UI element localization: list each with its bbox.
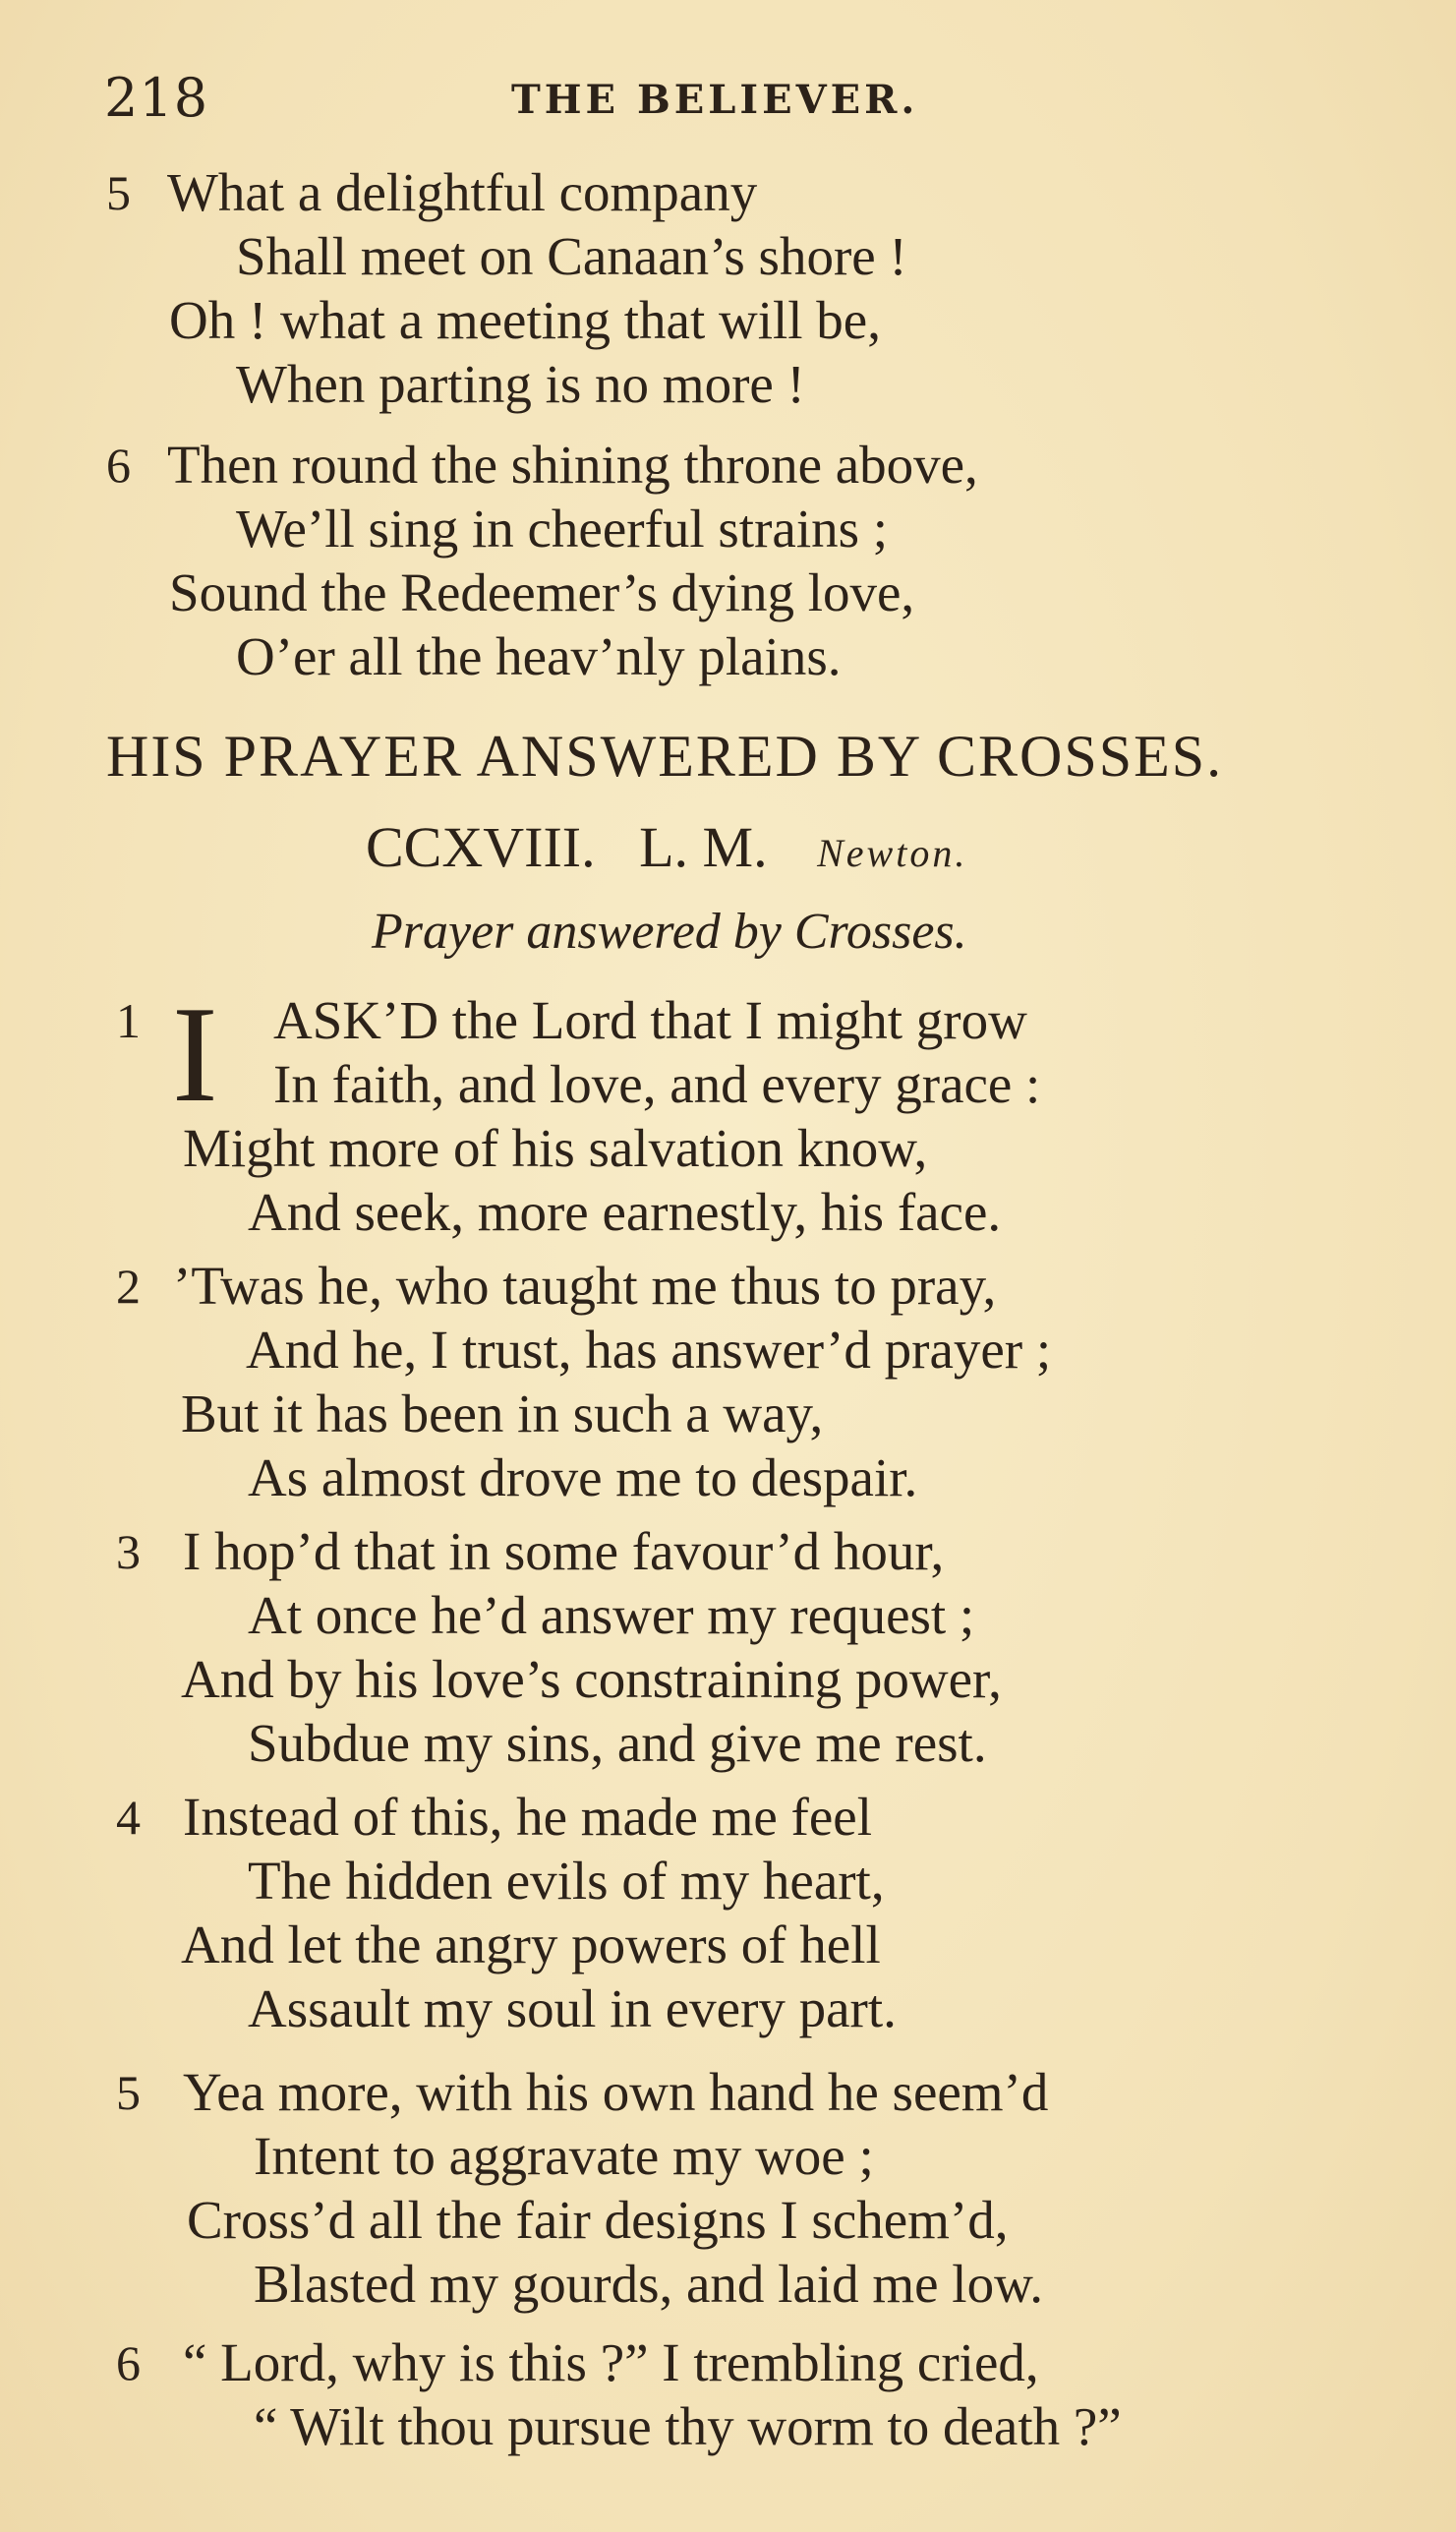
verse-line: What a delightful company (167, 162, 758, 222)
verse-line: ’Twas he, who taught me thus to pray, (173, 1256, 997, 1316)
verse-line: The hidden evils of my heart, (248, 1851, 885, 1911)
verse-line: Yea more, with his own hand he seem’d (183, 2062, 1049, 2122)
stanza-number: 1 (116, 993, 141, 1048)
running-title: THE BELIEVER. (511, 77, 919, 123)
page-header (98, 67, 1376, 136)
verse-line: ASK’D the Lord that I might grow (273, 990, 1027, 1050)
hymn-author: Newton. (817, 831, 968, 875)
verse-line: I hop’d that in some favour’d hour, (183, 1521, 945, 1581)
stanza-number: 4 (116, 1790, 141, 1845)
stanza-number: 2 (116, 1259, 141, 1314)
verse-line: At once he’d answer my request ; (248, 1585, 975, 1645)
verse-line: As almost drove me to despair. (248, 1447, 918, 1507)
page-number: 218 (104, 67, 209, 129)
verse-line: In faith, and love, and every grace : (273, 1054, 1041, 1114)
verse-line: “ Lord, why is this ?” I trembling cried, (183, 2332, 1039, 2392)
stanza-number: 5 (116, 2065, 141, 2120)
drop-cap: I (172, 978, 218, 1131)
verse-line: Intent to aggravate my woe ; (254, 2126, 874, 2186)
hymn-number: CCXVIII. (366, 815, 596, 879)
stanza-number: 6 (106, 438, 131, 493)
verse-line: Might more of his salvation know, (183, 1118, 928, 1178)
verse-line: Instead of this, he made me feel (183, 1787, 872, 1847)
verse-line: Subdue my sins, and give me rest. (248, 1713, 987, 1773)
verse-line: Cross’d all the fair designs I schem’d, (187, 2190, 1009, 2250)
verse-line: Sound the Redeemer’s dying love, (169, 562, 915, 622)
verse-line: Blasted my gourds, and laid me low. (254, 2254, 1043, 2314)
verse-line: But it has been in such a way, (181, 1384, 824, 1443)
verse-line: Oh ! what a meeting that will be, (169, 290, 881, 350)
verse-line: Then round the shining throne above, (167, 435, 978, 495)
hymn-heading (366, 814, 967, 880)
verse-line: O’er all the heav’nly plains. (236, 626, 842, 686)
verse-line: Shall meet on Canaan’s shore ! (236, 226, 907, 286)
section-title: HIS PRAYER ANSWERED BY CROSSES. (106, 724, 1224, 789)
verse-line: “ Wilt thou pursue thy worm to death ?” (254, 2396, 1122, 2456)
verse-line: And by his love’s constraining power, (181, 1649, 1002, 1709)
hymn-subtitle: Prayer answered by Crosses. (372, 904, 967, 960)
verse-line: We’ll sing in cheerful strains ; (236, 499, 889, 559)
verse-line: When parting is no more ! (236, 354, 805, 414)
verse-line: And he, I trust, has answer’d prayer ; (246, 1320, 1052, 1380)
verse-line: Assault my soul in every part. (248, 1978, 897, 2038)
stanza-number: 5 (106, 165, 131, 220)
stanza-number: 6 (116, 2335, 141, 2390)
verse-line: And seek, more earnestly, his face. (248, 1182, 1002, 1242)
stanza-number: 3 (116, 1524, 141, 1579)
verse-line: And let the angry powers of hell (181, 1914, 881, 1974)
hymn-meter: L. M. (639, 815, 768, 879)
